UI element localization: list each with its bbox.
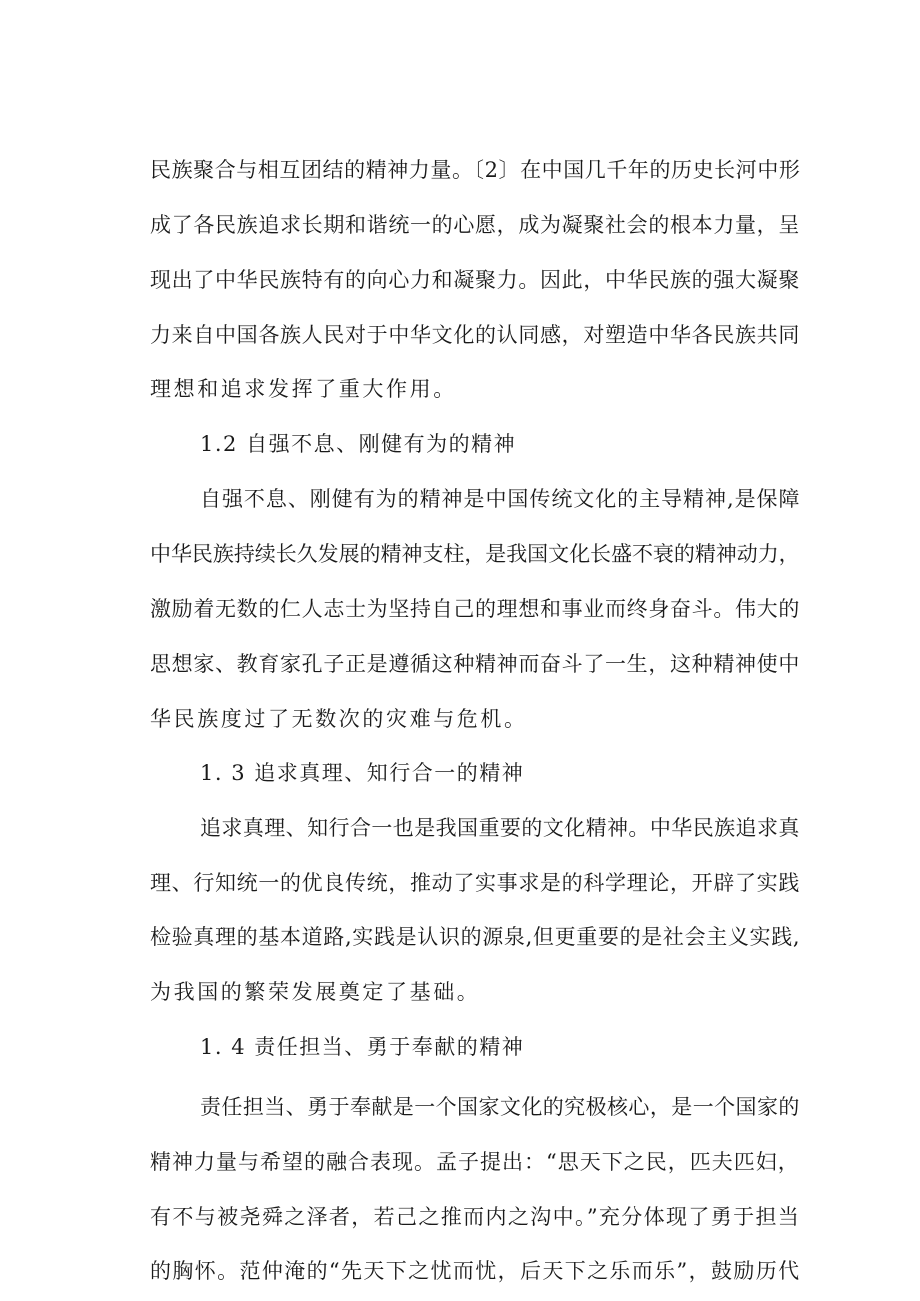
paragraph-line: 成了各民族追求长期和谐统一的心愿，成为凝聚社会的根本力量，呈 bbox=[150, 213, 800, 237]
paragraph-line: 中华民族持续长久发展的精神支柱，是我国文化长盛不衰的精神动力， bbox=[150, 542, 800, 566]
paragraph-line: 的胸怀。范仲淹的“先天下之忧而忧，后天下之乐而乐”，鼓励历代 bbox=[150, 1259, 801, 1283]
section-heading: 1. 4 责任担当、勇于奉献的精神 bbox=[200, 1035, 525, 1059]
section-heading: 1.2 自强不息、刚健有为的精神 bbox=[200, 432, 517, 456]
paragraph-line: 精神力量与希望的融合表现。孟子提出：“思天下之民，匹夫匹妇， bbox=[150, 1150, 800, 1174]
paragraph-line: 自强不息、刚健有为的精神是中国传统文化的主导精神,是保障 bbox=[200, 487, 801, 511]
paragraph-line: 民族聚合与相互团结的精神力量。〔2〕在中国几千年的历史长河中形 bbox=[150, 158, 801, 182]
paragraph-line: 为我国的繁荣发展奠定了基础。 bbox=[150, 980, 481, 1004]
paragraph-line: 华民族度过了无数次的灾难与危机。 bbox=[150, 707, 528, 731]
paragraph-line: 现出了中华民族特有的向心力和凝聚力。因此，中华民族的强大凝聚 bbox=[150, 268, 800, 292]
section-heading: 1. 3 追求真理、知行合一的精神 bbox=[200, 761, 525, 785]
paragraph-line: 激励着无数的仁人志士为坚持自己的理想和事业而终身奋斗。伟大的 bbox=[150, 597, 800, 621]
paragraph-line: 理、行知统一的优良传统，推动了实事求是的科学理论，开辟了实践 bbox=[150, 871, 800, 895]
paragraph-line: 有不与被尧舜之泽者，若己之推而内之沟中。”充分体现了勇于担当 bbox=[150, 1205, 801, 1229]
paragraph-line: 力来自中国各族人民对于中华文化的认同感，对塑造中华各民族共同 bbox=[150, 323, 800, 347]
paragraph-line: 思想家、教育家孔子正是遵循这种精神而奋斗了一生，这种精神使中 bbox=[150, 652, 800, 676]
paragraph-line: 检验真理的基本道路,实践是认识的源泉,但更重要的是社会主义实践, bbox=[150, 925, 801, 949]
paragraph-line: 追求真理、知行合一也是我国重要的文化精神。中华民族追求真 bbox=[200, 816, 800, 840]
paragraph-line: 责任担当、勇于奉献是一个国家文化的究极核心，是一个国家的 bbox=[200, 1095, 800, 1119]
paragraph-line: 理想和追求发挥了重大作用。 bbox=[150, 377, 457, 401]
